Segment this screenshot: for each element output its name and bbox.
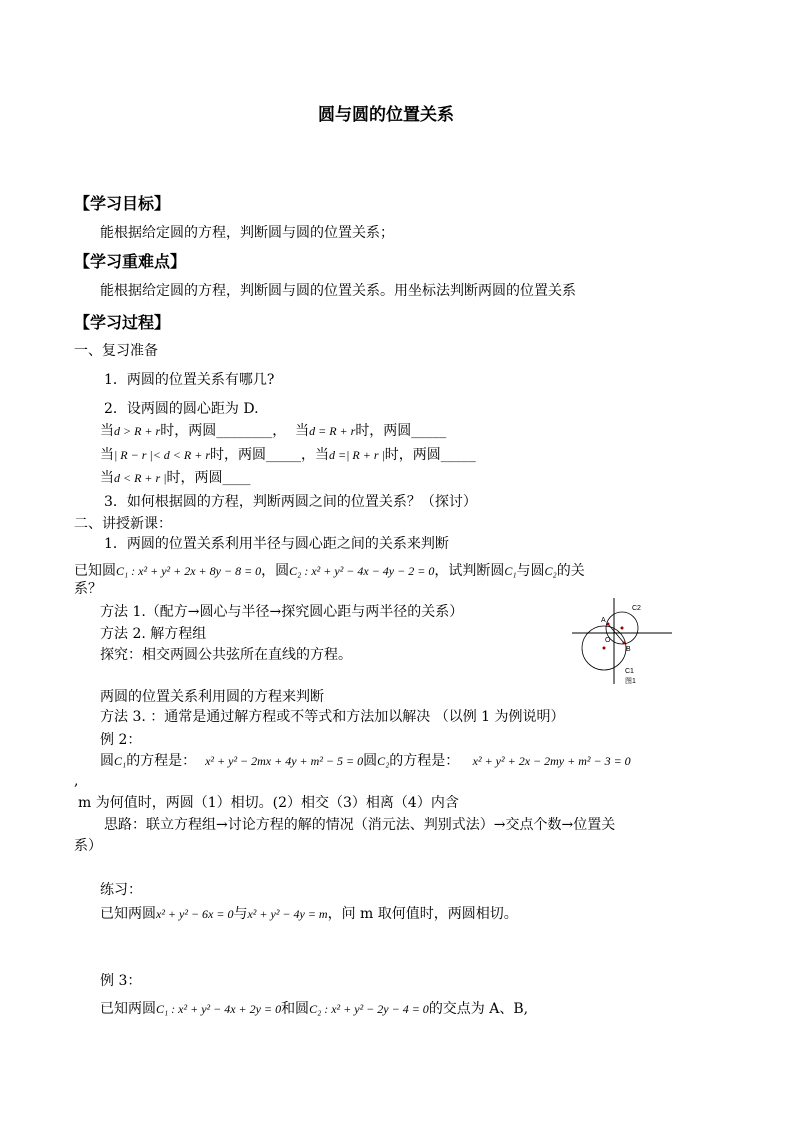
formula: d =| R + r |: [329, 448, 385, 462]
goal-text: 能根据给定圆的方程，判断圆与圆的位置关系；: [100, 225, 394, 241]
review-q2: 2．设两圆的圆心距为 D.: [104, 401, 259, 417]
figure-caption: 图1: [625, 678, 636, 685]
formula: C₁: [114, 754, 127, 768]
review-q1: 1．两圆的位置关系有哪几?: [104, 372, 275, 388]
formula: C₂ : x² + y² − 4x − 4y − 2 = 0: [289, 564, 435, 578]
text: ，问 m 取何值时，两圆相切。: [327, 906, 518, 922]
text: 当: [100, 470, 114, 486]
formula: C₂: [377, 754, 390, 768]
idea-line-2: 系）: [74, 838, 102, 854]
formula: C₂ : x² + y² − 2y − 4 = 0: [309, 1002, 429, 1016]
text: 时，两圆_____，当: [210, 447, 329, 463]
page-title: 圆与圆的位置关系: [318, 105, 454, 125]
practice-label: 练习：: [100, 882, 142, 898]
condition-line-2: [100, 446, 476, 464]
label-b: B: [626, 646, 631, 653]
method-2: 方法 2. 解方程组: [100, 626, 207, 642]
example2-question: m 为何值时，两圆（1）相切。(2）相交（3）相离（4）内含: [78, 795, 459, 811]
text: 已知圆: [74, 563, 116, 579]
text: 的方程是：: [389, 753, 460, 769]
method-3: 方法 3. ：通常是通过解方程或不等式和方法加以解决 （以例 1 为例说明）: [100, 709, 565, 725]
part2-heading: 二、讲授新课：: [74, 516, 172, 532]
label-a: A: [601, 617, 606, 624]
text: 与圆: [516, 563, 545, 579]
formula: C₁: [504, 564, 517, 578]
lesson-p2: 两圆的位置关系利用圆的方程来判断: [100, 689, 324, 705]
label-o: O: [605, 637, 611, 644]
formula: x² + y² − 4y = m: [247, 907, 328, 921]
process-heading: 【学习过程】: [74, 313, 171, 332]
intersection-dot: [623, 642, 626, 645]
text: 时，两圆_____: [355, 423, 447, 439]
text: 已知两圆: [100, 1001, 156, 1017]
example3-label: 例 3：: [100, 973, 142, 989]
formula: x² + y² − 6x = 0: [156, 907, 234, 921]
text: ，圆: [261, 563, 290, 579]
text: 时，两圆________，: [160, 423, 287, 439]
intersection-dot: [607, 623, 610, 626]
text: ，试判断圆: [434, 563, 505, 579]
practice-line: [100, 905, 518, 923]
formula: x² + y² + 2x − 2my + m² − 3 = 0: [472, 754, 631, 768]
method-1: 方法 1.（配方→圆心与半径→探究圆心距与两半径的关系）: [100, 604, 464, 620]
label-c1: C1: [625, 668, 634, 675]
formula: C₁ : x² + y² − 4x + 2y = 0: [156, 1002, 282, 1016]
text: 的交点为 A、B,: [428, 1001, 529, 1017]
condition-line-1: [100, 422, 446, 440]
formula: C₁ : x² + y² + 2x + 8y − 8 = 0: [116, 564, 262, 578]
part1-heading: 一、复习准备: [74, 343, 158, 359]
key-text: 能根据给定圆的方程，判断圆与圆的位置关系。用坐标法判断两圆的位置关系: [100, 283, 576, 299]
comma: ,: [74, 773, 79, 789]
text: 圆: [100, 753, 114, 769]
example1-cont: 系？: [74, 581, 102, 597]
formula: d > R + r: [114, 424, 161, 438]
formula: C₂: [544, 564, 557, 578]
formula: d < R + r |: [114, 471, 167, 485]
text: 与: [233, 906, 248, 922]
center-dot: [603, 647, 606, 650]
example1-line: [74, 562, 585, 580]
formula: d = R + r: [309, 424, 356, 438]
text: 和圆: [281, 1001, 310, 1017]
text: 的关: [556, 563, 585, 579]
text: 当: [100, 423, 114, 439]
text: 的方程是：: [126, 753, 197, 769]
text: 时，两圆____: [166, 470, 251, 486]
goal-heading: 【学习目标】: [74, 194, 171, 213]
example3-line: [100, 1000, 528, 1018]
text: 当: [295, 423, 310, 439]
lesson-p1: 1．两圆的位置关系利用半径与圆心距之间的关系来判断: [104, 536, 449, 552]
formula: | R − r |< d < R + r: [114, 448, 210, 462]
two-circles-figure: [568, 596, 678, 696]
condition-line-3: [100, 469, 251, 487]
example2-line: [100, 752, 631, 770]
text: 当: [100, 447, 114, 463]
formula: x² + y² − 2mx + 4y + m² − 5 = 0: [205, 754, 364, 768]
center-dot: [621, 627, 624, 630]
review-q3: 3．如何根据圆的方程，判断两圆之间的位置关系？（探讨）: [104, 494, 477, 510]
text: 圆: [363, 753, 378, 769]
explore: 探究：相交两圆公共弦所在直线的方程。: [100, 647, 352, 663]
text: 已知两圆: [100, 906, 156, 922]
example2-label: 例 2：: [100, 732, 142, 748]
key-heading: 【学习重难点】: [74, 252, 187, 271]
idea-line-1: 思路：联立方程组→讨论方程的解的情况（消元法、判别式法）→交点个数→位置关: [104, 817, 616, 833]
label-c2: C2: [632, 605, 641, 612]
text: 时，两圆_____: [384, 447, 476, 463]
